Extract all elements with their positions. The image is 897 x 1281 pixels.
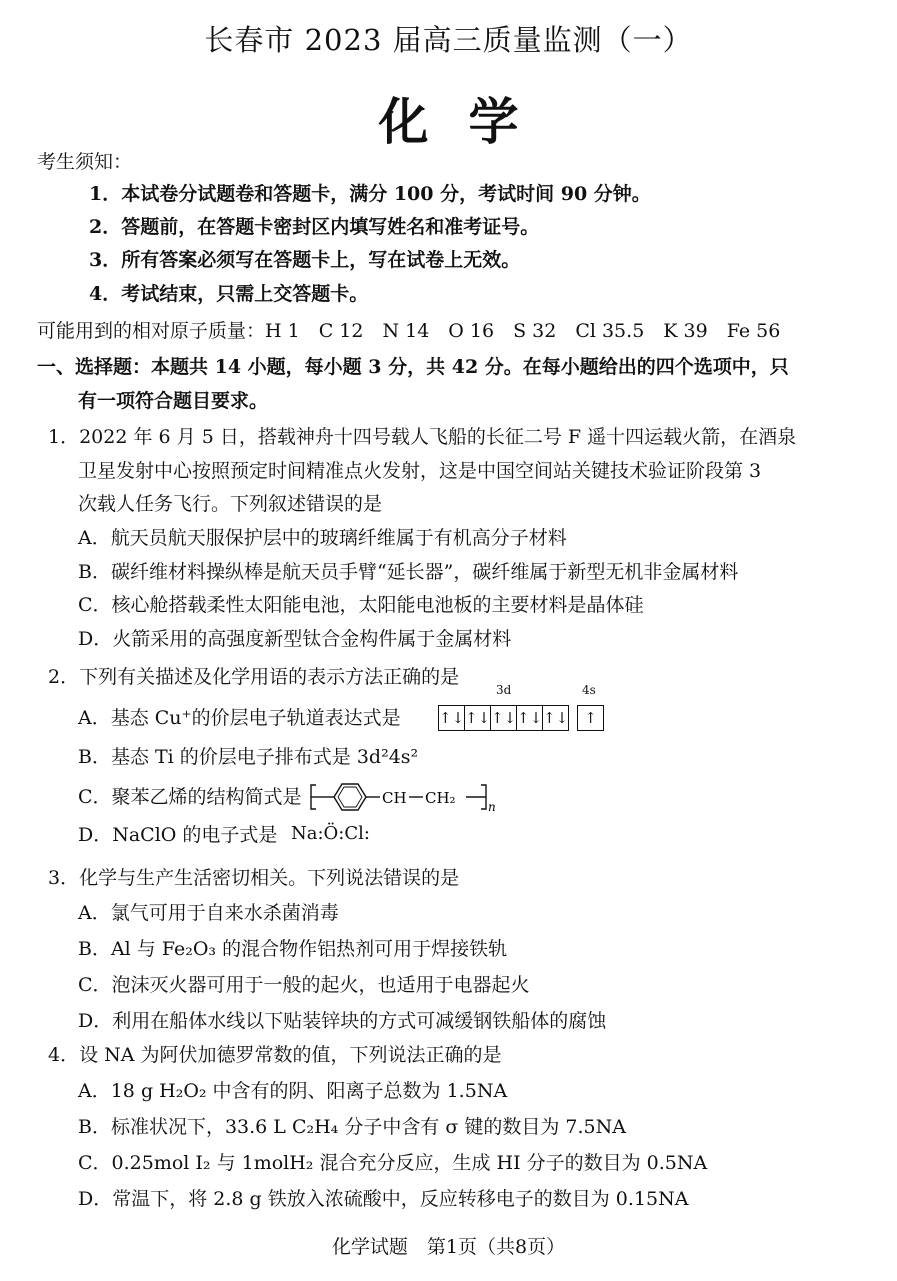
orbital-3d-label: 3d bbox=[496, 683, 512, 697]
naclo-electron-formula: Na:Ö:Cl: bbox=[291, 823, 370, 844]
q3-option-b: B．Al 与 Fe₂O₃ 的混合物作铝热剂可用于焊接铁轨 bbox=[78, 938, 508, 960]
notice-item-3: 3．所有答案必须写在答题卡上，写在试卷上无效。 bbox=[89, 249, 521, 271]
q1-option-a: A．航天员航天服保护层中的玻璃纤维属于有机高分子材料 bbox=[78, 527, 567, 549]
benzene-inner bbox=[338, 787, 362, 807]
q2-option-a: A．基态 Cu⁺的价层电子轨道表达式是 bbox=[78, 707, 401, 729]
q1-option-d: D．火箭采用的高强度新型钛合金构件属于金属材料 bbox=[78, 628, 512, 650]
orbital-4s-label: 4s bbox=[582, 683, 596, 697]
polystyrene-structure bbox=[306, 777, 502, 817]
notice-heading: 考生须知： bbox=[37, 151, 133, 173]
q3-option-c: C．泡沫灭火器可用于一般的起火，也适用于电器起火 bbox=[78, 974, 530, 996]
orbital-box: ↑↓ bbox=[439, 706, 465, 730]
section-heading-line2: 有一项符合题目要求。 bbox=[78, 390, 269, 412]
orbital-box: ↑↓ bbox=[491, 706, 517, 730]
degree-n: n bbox=[488, 800, 496, 814]
benzene-ring bbox=[334, 784, 366, 810]
orbital-box: ↑↓ bbox=[517, 706, 543, 730]
q3-option-d: D．利用在船体水线以下贴装锌块的方式可减缓钢铁船体的腐蚀 bbox=[78, 1010, 607, 1032]
q2-option-b: B．基态 Ti 的价层电子排布式是 3d²4s² bbox=[78, 746, 419, 768]
q2-option-c: C．聚苯乙烯的结构简式是 bbox=[78, 786, 302, 808]
page-footer: 化学试题 第1页（共8页） bbox=[331, 1236, 566, 1258]
exam-title: 长春市 2023 届高三质量监测（一） bbox=[204, 23, 693, 57]
notice-item-1: 1．本试卷分试题卷和答题卡，满分 100 分，考试时间 90 分钟。 bbox=[89, 183, 651, 205]
subject-title: 化学 bbox=[378, 92, 559, 151]
notice-item-2: 2．答题前，在答题卡密封区内填写姓名和准考证号。 bbox=[89, 216, 540, 238]
atomic-masses: 可能用到的相对原子质量：H 1 C 12 N 14 O 16 S 32 Cl 35.5 K 39 Fe 56 bbox=[37, 320, 781, 342]
q3-option-a: A．氯气可用于自来水杀菌消毒 bbox=[78, 902, 339, 924]
orbital-box: ↑ bbox=[584, 709, 597, 727]
q2-stem: 2．下列有关描述及化学用语的表示方法正确的是 bbox=[48, 666, 460, 688]
q1-stem-line1: 1．2022 年 6 月 5 日，搭载神舟十四号载人飞船的长征二号 F 遥十四运载火箭，在酒泉 bbox=[48, 426, 797, 448]
q4-option-b: B．标准状况下，33.6 L C₂H₄ 分子中含有 σ 键的数目为 7.5NA bbox=[78, 1116, 626, 1138]
notice-item-4: 4．考试结束，只需上交答题卡。 bbox=[89, 283, 369, 305]
orbital-4s-boxes bbox=[577, 705, 604, 731]
section-heading-line1: 一、选择题：本题共 14 小题，每小题 3 分，共 42 分。在每小题给出的四个选项中，只 bbox=[37, 356, 789, 378]
q4-option-c: C．0.25mol I₂ 与 1molH₂ 混合充分反应，生成 HI 分子的数目为 0.5NA bbox=[78, 1152, 708, 1174]
ch2-group: CH₂ bbox=[425, 789, 456, 807]
q4-stem: 4．设 NA 为阿伏加德罗常数的值，下列说法正确的是 bbox=[48, 1044, 502, 1066]
q1-stem-line3: 次载人任务飞行。下列叙述错误的是 bbox=[78, 493, 383, 515]
q4-option-d: D．常温下，将 2.8 g 铁放入浓硫酸中，反应转移电子的数目为 0.15NA bbox=[78, 1188, 689, 1210]
q1-option-c: C．核心舱搭载柔性太阳能电池，太阳能电池板的主要材料是晶体硅 bbox=[78, 594, 644, 616]
q4-option-a: A．18 g H₂O₂ 中含有的阴、阳离子总数为 1.5NA bbox=[78, 1080, 508, 1102]
q1-option-b: B．碳纤维材料操纵棒是航天员手臂“延长器”，碳纤维属于新型无机非金属材料 bbox=[78, 561, 739, 583]
q1-stem-line2: 卫星发射中心按照预定时间精准点火发射，这是中国空间站关键技术验证阶段第 3 bbox=[78, 460, 762, 482]
orbital-box: ↑↓ bbox=[543, 709, 569, 727]
q2-option-d: D．NaClO 的电子式是 bbox=[78, 824, 278, 846]
orbital-3d-boxes bbox=[438, 705, 569, 731]
q3-stem: 3．化学与生产生活密切相关。下列说法错误的是 bbox=[48, 867, 460, 889]
ch-group: CH bbox=[382, 789, 407, 807]
orbital-box: ↑↓ bbox=[465, 706, 491, 730]
